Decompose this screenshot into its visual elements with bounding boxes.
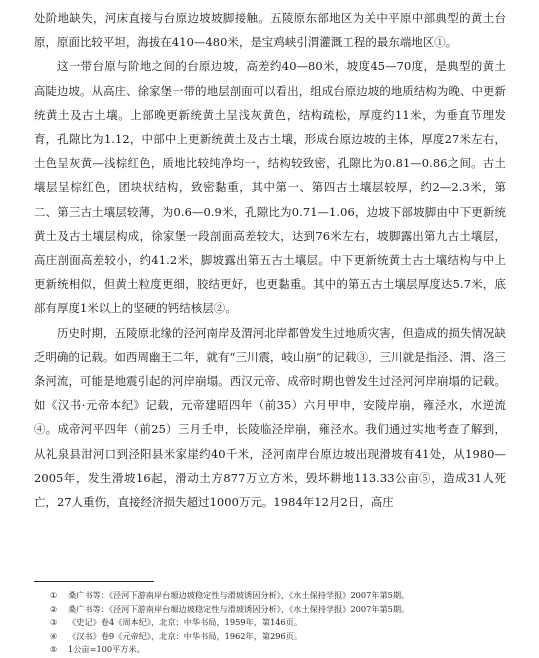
footnote [50, 643, 510, 657]
footnote-text: 《史记》卷4《周本纪》，北京：中华书局，1959年，第146页。 [68, 617, 303, 627]
footnotes [50, 589, 510, 657]
footnote-text: 《汉书》卷9《元帝纪》，北京：中华书局，1962年，第296页。 [68, 630, 303, 641]
footnote-mark: ④ [50, 630, 58, 641]
footnote [50, 589, 510, 603]
body-paragraph: 历史时期，五陵原北缘的泾河南岸及渭河北岸都曾发生过地质灾害，但造成的损失情况缺乏明确的记载。如西周幽王二年，就有“三川震，岐山崩”的记载③，三川就是指泾、渭、洛三条河流，可能是地震引起的河岸崩塌。西汉元帝、成帝时期也曾发生过泾河河岸崩塌的记载。如《汉书·元帝本纪》记载，元帝建昭四年（前35）六月甲申，安陵岸崩，雍泾水，水逆流④。成帝河平四年（前25）三月壬申，长陵临泾岸崩，雍泾水。我们通过实地考查了解到，从礼泉县泔河口到泾阳县米家崖约40千米，泾河南岸台原边坡出现滑坡有41处，从1980—2005年，发生滑坡16起，滑动土方877万立方米，毁坏耕地113.33公亩⑤，造成31人死亡，27人重伤，直接经济损失超过1000万元。1984年12月2日，高庄 [34, 325, 506, 510]
footnote-mark: ③ [50, 617, 58, 627]
footnote-text: 1公亩=100平方米。 [68, 644, 145, 654]
footnote [50, 603, 510, 617]
footnote [50, 616, 510, 630]
footnote-text: 桑广书等：《泾河下游南岸台塬边坡稳定性与滑坡诱因分析》，《水土保持学报》2007年第5期。 [68, 590, 410, 600]
footnote-mark: ⑤ [50, 644, 58, 654]
body-paragraph: 处阶地缺失，河床直接与台原边坡坡脚接触。五陵原东部地区为关中平原中部典型的黄土台原，原面比较平坦，海拔在410—480米，是宝鸡峡引渭灌溉工程的最东端地区①。 [34, 11, 506, 50]
footnote-mark: ② [50, 603, 58, 614]
body-paragraph: 这一带台原与阶地之间的台原边坡，高差约40—80米，坡度45—70度，是典型的黄土高陡边坡。从高庄、徐家堡一带的地层剖面可以看出，组成台原边坡的地质结构为晚、中更新统黄土及古土壤。上部晚更新统黄土呈浅灰黄色，结构疏松，厚度约11米，为垂直节理发育，孔隙比为1.12，中部中上更新统黄土及古土壤，形成台原边坡的主体，厚度27米左右，土色呈灰黄—浅棕红色，质地比较纯净均一，结构较致密，孔隙比为0.81—0.86之间。古土壤层呈棕红色，团块状结构，致密黏重，其中第一、第四古土壤层较厚，约2—2.3米，第二、第三古土壤层较薄，为0.6—0.9米，孔隙比为0.71—1.06，边坡下部坡脚由中下更新统黄土及古土壤层构成，徐家堡一段剖面高差较大，达到76米左右，坡脚露出第九古土壤层，高庄剖面高差较小，约41.2米，脚坡露出第五古土壤层。中下更新统黄土古土壤结构与中上更新统相似，但黄土粒度更细，胶结更好，也更黏重。其中的第五古土壤层厚度达5.7米，底部有厚度1米以上的坚硬的钙结核层②。 [34, 59, 506, 316]
footnote-text: 桑广书等：《泾河下游南岸台塬边坡稳定性与滑坡诱因分析》，《水土保持学报》2007年第5期。 [68, 603, 410, 614]
page-body [34, 6, 506, 514]
footnote-divider [34, 581, 154, 582]
footnote-mark: ① [50, 590, 58, 600]
footnote [50, 630, 510, 644]
